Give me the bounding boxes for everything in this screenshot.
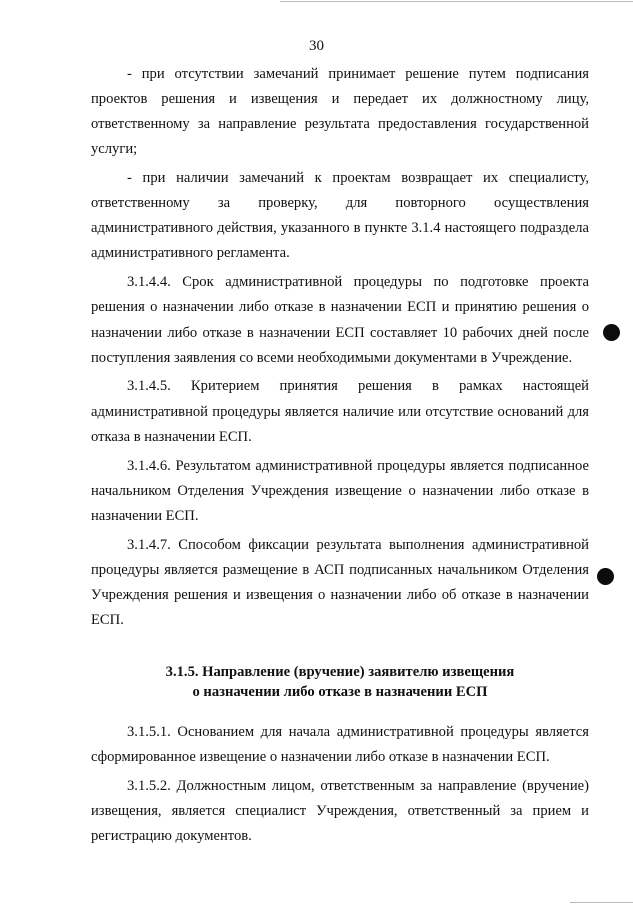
page-number: 30 <box>309 38 324 54</box>
paragraph-3-1-5-2: 3.1.5.2. Должностным лицом, ответственным за направление (вручение) извещения, является специалист Учреждения, ответственный за прием и регистрацию документов. <box>91 777 589 845</box>
scan-edge-line <box>280 1 633 2</box>
paragraph-3-1-4-7: 3.1.4.7. Способом фиксации результата выполнения административной процедуры является размещение в АСП подписанных начальником Отделения Учреждения решения и извещения о назначении либо об отказе в назначении ЕСП. <box>91 536 589 629</box>
paragraph-no-remarks: - при отсутствии замечаний принимает решение путем подписания проектов решения и извещения и передает их должностному лицу, ответственному за направление результата предоставления государственной услуги; <box>91 65 589 158</box>
section-heading-line-1: 3.1.5. Направление (вручение) заявителю извещения <box>165 664 515 681</box>
paragraph-3-1-4-5: 3.1.4.5. Критерием принятия решения в рамках настоящей административной процедуры является наличие или отсутствие оснований для отказа в назначении ЕСП. <box>91 378 589 445</box>
paragraph-3-1-5-1: 3.1.5.1. Основанием для начала административной процедуры является сформированное извещение о назначении либо отказе в назначении ЕСП. <box>91 723 589 766</box>
paragraph-with-remarks: - при наличии замечаний к проектам возвращает их специалисту, ответственному за проверку, для повторного осуществления административного действия, указанного в пункте 3.1.4 настоящего подраздела административного регламента. <box>91 169 589 262</box>
punch-hole-mark <box>603 324 620 341</box>
punch-hole-mark <box>597 568 614 585</box>
section-heading-line-2: о назначении либо отказе в назначении ЕСП <box>192 684 488 701</box>
document-body <box>91 58 589 849</box>
section-heading-3-1-5 <box>91 662 589 702</box>
scan-edge-line <box>570 902 633 903</box>
paragraph-3-1-4-6: 3.1.4.6. Результатом административной процедуры является подписанное начальником Отделения Учреждения извещение о назначении либо отказе в назначении ЕСП. <box>91 457 589 524</box>
paragraph-3-1-4-4: 3.1.4.4. Срок административной процедуры по подготовке проекта решения о назначении либо отказе в назначении ЕСП и принятию решения о назначении либо отказе в назначении ЕСП составляет 10 рабочих дней после поступления заявления со всеми необходимыми документами в Учреждение. <box>91 274 589 366</box>
